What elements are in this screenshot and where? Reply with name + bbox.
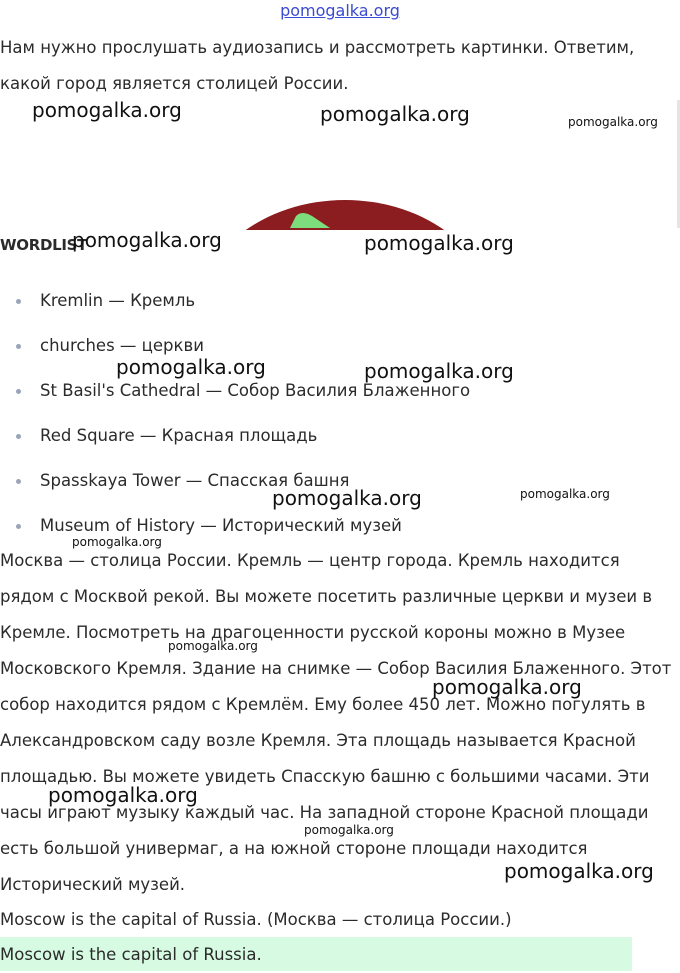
wordlist-heading: WORDLIST [0, 236, 88, 254]
bullet-icon [16, 344, 21, 349]
watermark: pomogalka.org [272, 486, 422, 510]
watermark: pomogalka.org [504, 859, 654, 883]
watermark: pomogalka.org [320, 102, 470, 126]
bullet-icon [16, 434, 21, 439]
bullet-icon [16, 389, 21, 394]
watermark: pomogalka.org [520, 487, 610, 501]
watermark: pomogalka.org [32, 98, 182, 122]
site-link[interactable]: pomogalka.org [280, 1, 400, 20]
watermark: pomogalka.org [568, 115, 658, 129]
list-item-label: Red Square — Красная площадь [40, 426, 318, 445]
watermark: pomogalka.org [168, 639, 258, 653]
list-item [0, 415, 470, 460]
watermark: pomogalka.org [72, 535, 162, 549]
list-item-label: churches — церкви [40, 336, 204, 355]
list-item-label: Museum of History — Исторический музей [40, 516, 402, 535]
watermark: pomogalka.org [364, 231, 514, 255]
list-item-label: Spasskaya Tower — Спасская башня [40, 471, 350, 490]
watermark: pomogalka.org [48, 783, 198, 807]
list-item-label: Kremlin — Кремль [40, 291, 196, 310]
watermark: pomogalka.org [432, 675, 582, 699]
translation-text: Moscow is the capital of Russia. (Москва — столица России.) [0, 910, 512, 929]
list-item-label: St Basil's Cathedral — Собор Василия Блаженного [40, 381, 471, 400]
list-item [0, 280, 470, 325]
watermark: pomogalka.org [364, 359, 514, 383]
body-text: Москва — столица России. Кремль — центр города. Кремль находится рядом с Москвой рекой. Вы можете посетить различные церкви и музеи в Кремле. Посмотреть на драгоценности русской короны можно в Музее Московского Кремля. Здание на снимке — Собор Василия Блаженного. Этот собор находится рядом с Кремлём. Ему более 450 лет. Можно погулять в Александровском саду возле Кремля. Эта площадь называется Красной площадью. Вы можете увидеть Спасскую башню с большими часами. Эти часы играют музыку каждый час. На западной стороне Красной площади есть большой универмаг, а на южной стороне площади находится Исторический музей. [0, 551, 672, 894]
intro-text: Нам нужно прослушать аудиозапись и рассмотреть картинки. Ответим, какой город является столицей России. [0, 38, 635, 93]
bullet-icon [16, 479, 21, 484]
answer-highlight: Moscow is the capital of Russia. [0, 937, 632, 971]
watermark: pomogalka.org [116, 355, 266, 379]
watermark: pomogalka.org [304, 823, 394, 837]
bullet-icon [16, 299, 21, 304]
watermark: pomogalka.org [72, 228, 222, 252]
bullet-icon [16, 524, 21, 529]
